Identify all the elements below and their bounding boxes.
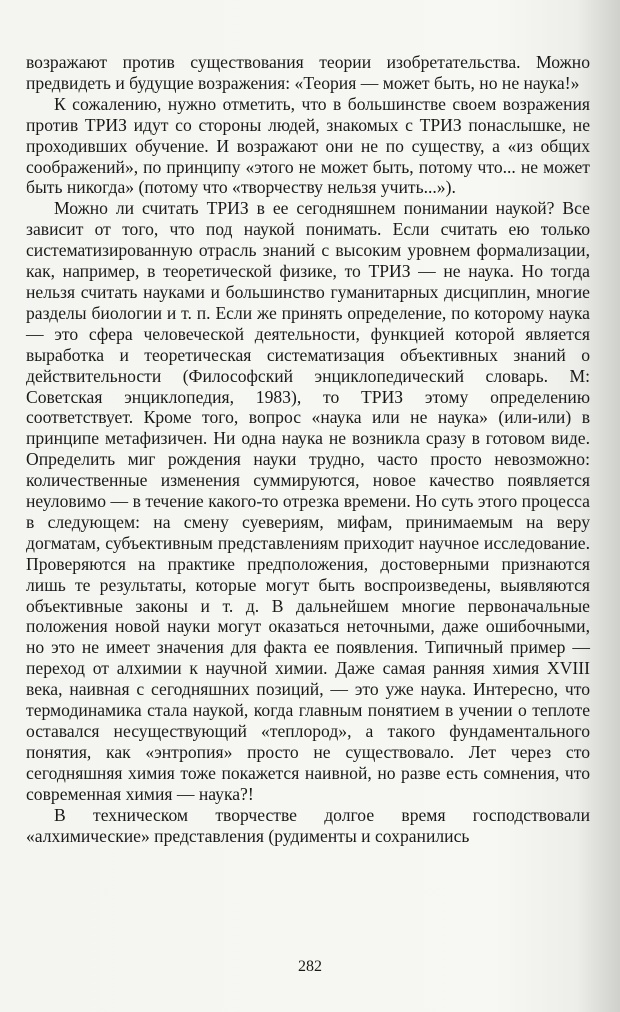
body-text [26, 52, 590, 846]
page-number: 282 [298, 958, 322, 975]
paragraph-4: В техническом творчестве долгое время господствовали «алхимические» представления (рудименты и сохранились [26, 804, 590, 846]
paragraph-3: Можно ли считать ТРИЗ в ее сегодняшнем понимании наукой? Все зависит от того, что под наукой понимать. Если считать ею только систематизированную отрасль знаний с высоким уровнем формализации, как, например, в теоретической физике, то ТРИЗ — не наука. Но тогда нельзя считать науками и большинство гуманитарных дисциплин, многие разделы биологии и т. п. Если же принять определение, по которому наука — это сфера человеческой деятельности, функцией которой является выработка и теоретическая систематизация объективных знаний о действительности (Философский энциклопедический словарь. М: Советская энциклопедия, 1983), то ТРИЗ этому определению соответствует. Кроме того, вопрос «наука или не наука» (или-или) в принципе метафизичен. Ни одна наука не возникла сразу в готовом виде. Определить миг рождения науки трудно, часто просто невозможно: количественные изменения суммируются, новое качество появляется неуловимо — в течение какого-то отрезка времени. Но суть этого процесса в следующем: на смену суевериям, мифам, принимаемым на веру догматам, субъективным представлениям приходит научное исследование. Проверяются на практике предположения, достоверными признаются лишь те результаты, которые могут быть воспроизведены, выявляются объективные законы и т. д. В дальнейшем многие первоначальные положения новой науки могут оказаться неточными, даже ошибочными, но это не имеет значения для факта ее появления. Типичный пример — переход от алхимии к научной химии. Даже самая ранняя химия XVIII века, наивная с сегодняшних позиций, — это уже наука. Интересно, что термодинамика стала наукой, когда главным понятием в учении о теплоте оставался несуществующий «теплород», а такого фундаментального понятия, как «энтропия» просто не существовало. Лет через сто сегодняшняя химия тоже покажется наивной, но разве есть сомнения, что современная химия — наука?! [26, 198, 590, 804]
paragraph-1: возражают против существования теории изобретательства. Можно предвидеть и будущие возражения: «Теория — может быть, но не наука!» [26, 52, 590, 93]
paragraph-2: К сожалению, нужно отметить, что в большинстве своем возражения против ТРИЗ идут со стороны людей, знакомых с ТРИЗ понаслышке, не проходивших обучение. И возражают они не по существу, а «из общих соображений», по принципу «этого не может быть, потому что... не может быть никогда» (потому что «творчеству нельзя учить...»). [26, 93, 590, 198]
